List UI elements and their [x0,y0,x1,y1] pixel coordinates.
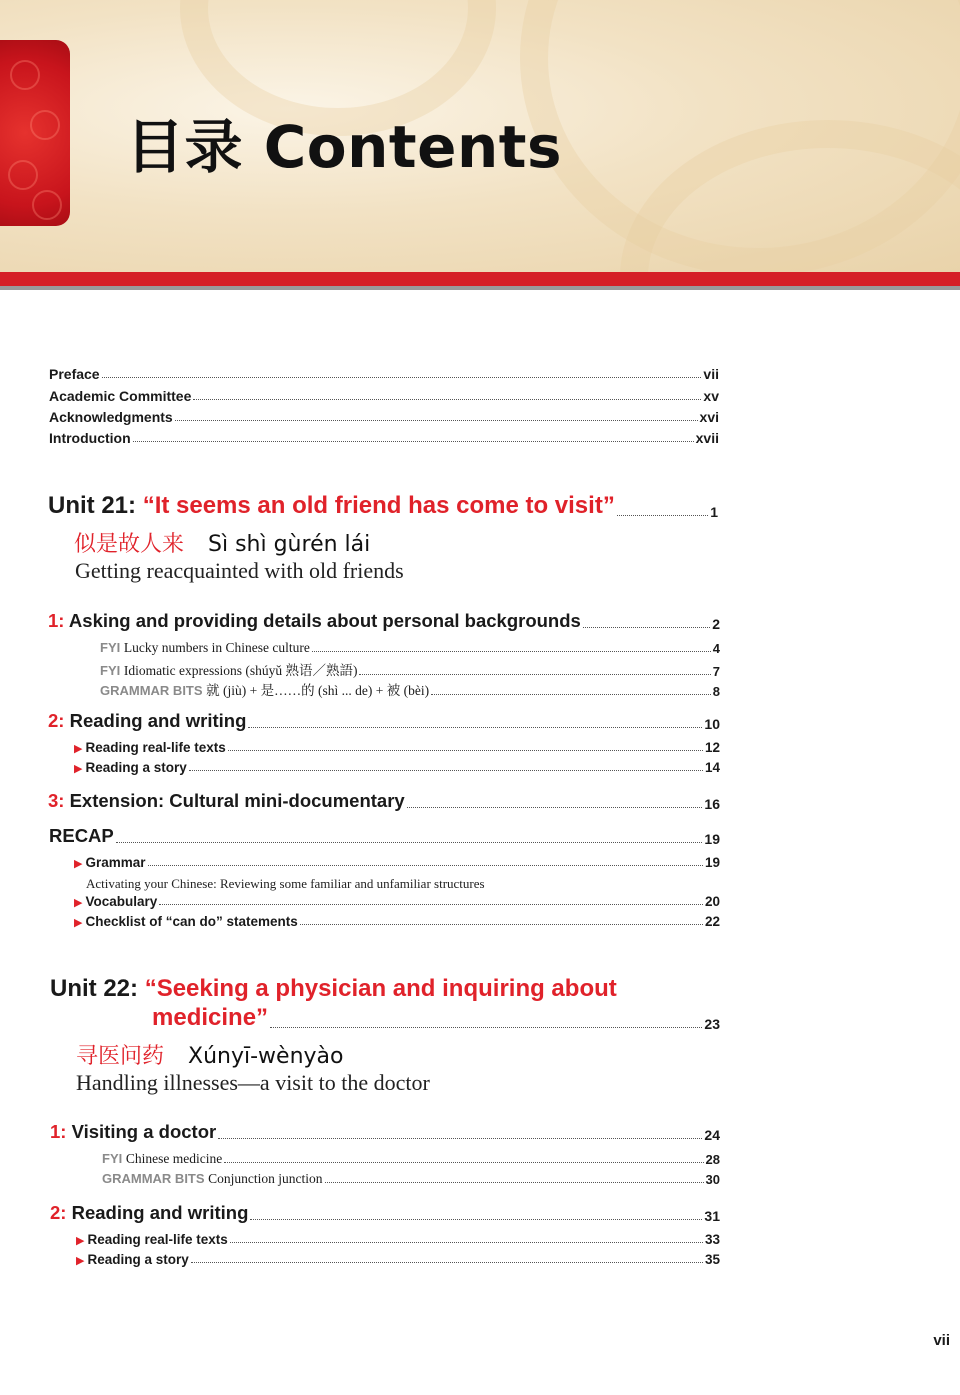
unit-22-fyi-chinese-medicine[interactable]: FYI Chinese medicine 28 [102,1151,720,1167]
header-banner [0,0,960,272]
unit-21-subtitle: Getting reacquainted with old friends [75,558,404,583]
unit-21-recap-checklist[interactable]: ▶ Checklist of “can do” statements 22 [74,914,720,929]
unit-21-prefix: Unit 21: [48,492,137,519]
unit-21-recap-activating: Activating your Chinese: Reviewing some familiar and unfamiliar structures [86,876,485,891]
unit-22-title-line2: medicine” [152,1004,269,1031]
unit-21-recap[interactable]: RECAP 19 [49,825,720,847]
unit-21-reading-real-life[interactable]: ▶ Reading real-life texts 12 [74,740,720,755]
toc-entry-acknowledgments[interactable]: Acknowledgments xvi [49,409,719,425]
bullet-icon: ▶ [74,897,83,909]
unit-21-fyi-lucky-numbers[interactable]: FYI Lucky numbers in Chinese culture 4 [100,640,720,656]
unit-21-recap-vocabulary[interactable]: ▶ Vocabulary 20 [74,894,720,909]
unit-21-fyi-idiomatic[interactable]: FYI Idiomatic expressions (shúyǔ 熟语／熟語) 7 [100,663,720,679]
grey-divider [0,286,960,290]
unit-22-title-line1: “Seeking a physician and inquiring about [144,975,617,1002]
unit-22-prefix: Unit 22: [50,975,139,1002]
page-number: vii [933,1332,950,1349]
unit-21-recap-grammar[interactable]: ▶ Grammar 19 [74,855,720,870]
unit-21-heading[interactable]: Unit 21: “It seems an old friend has come to visit” 1 [48,492,718,520]
unit-22-heading-line2[interactable]: medicine” 23 [152,1004,720,1032]
unit-22-grammar-bits[interactable]: GRAMMAR BITS Conjunction junction 30 [102,1171,720,1187]
unit-21-reading-story[interactable]: ▶ Reading a story 14 [74,760,720,775]
unit-22-subtitle: Handling illnesses—a visit to the doctor [76,1070,430,1095]
unit-22-reading-real-life[interactable]: ▶ Reading real-life texts 33 [76,1232,720,1247]
unit-22-section-2[interactable]: 2: Reading and writing 31 [50,1202,720,1224]
unit-21-section-3[interactable]: 3: Extension: Cultural mini-documentary 16 [48,790,720,812]
unit-22-pinyin: Xúnyī-wènyào [188,1044,344,1069]
unit-21-chinese: 似是故人来 [74,532,185,557]
unit-22-chinese-row [76,1039,343,1070]
unit-22-heading-line1[interactable] [50,975,617,1003]
page-title: 目录 Contents [126,113,562,181]
bullet-icon: ▶ [74,743,83,755]
bullet-icon: ▶ [74,858,83,870]
unit-21-section-1[interactable]: 1: Asking and providing details about personal backgrounds 2 [48,610,720,632]
unit-21-grammar-bits[interactable]: GRAMMAR BITS 就 (jiù) + 是……的 (shì ... de) + 被 (bèi) 8 [100,683,720,699]
unit-22-reading-story[interactable]: ▶ Reading a story 35 [76,1252,720,1267]
unit-21-chinese-row [74,527,370,558]
toc-entry-academic-committee[interactable]: Academic Committee xv [49,388,719,404]
unit-21-pinyin: Sì shì gùrén lái [208,532,371,557]
unit-21-section-2[interactable]: 2: Reading and writing 10 [48,710,720,732]
unit-21-title: “It seems an old friend has come to visit” [142,492,615,519]
red-pattern-tab [0,40,70,226]
unit-22-section-1[interactable]: 1: Visiting a doctor 24 [50,1121,720,1143]
toc-entry-introduction[interactable]: Introduction xvii [49,430,719,446]
bullet-icon: ▶ [74,763,83,775]
unit-22-chinese: 寻医问药 [76,1044,165,1069]
toc-entry-preface[interactable]: Preface vii [49,366,719,382]
bullet-icon: ▶ [76,1255,85,1267]
red-divider [0,272,960,286]
bullet-icon: ▶ [76,1235,85,1247]
bullet-icon: ▶ [74,917,83,929]
